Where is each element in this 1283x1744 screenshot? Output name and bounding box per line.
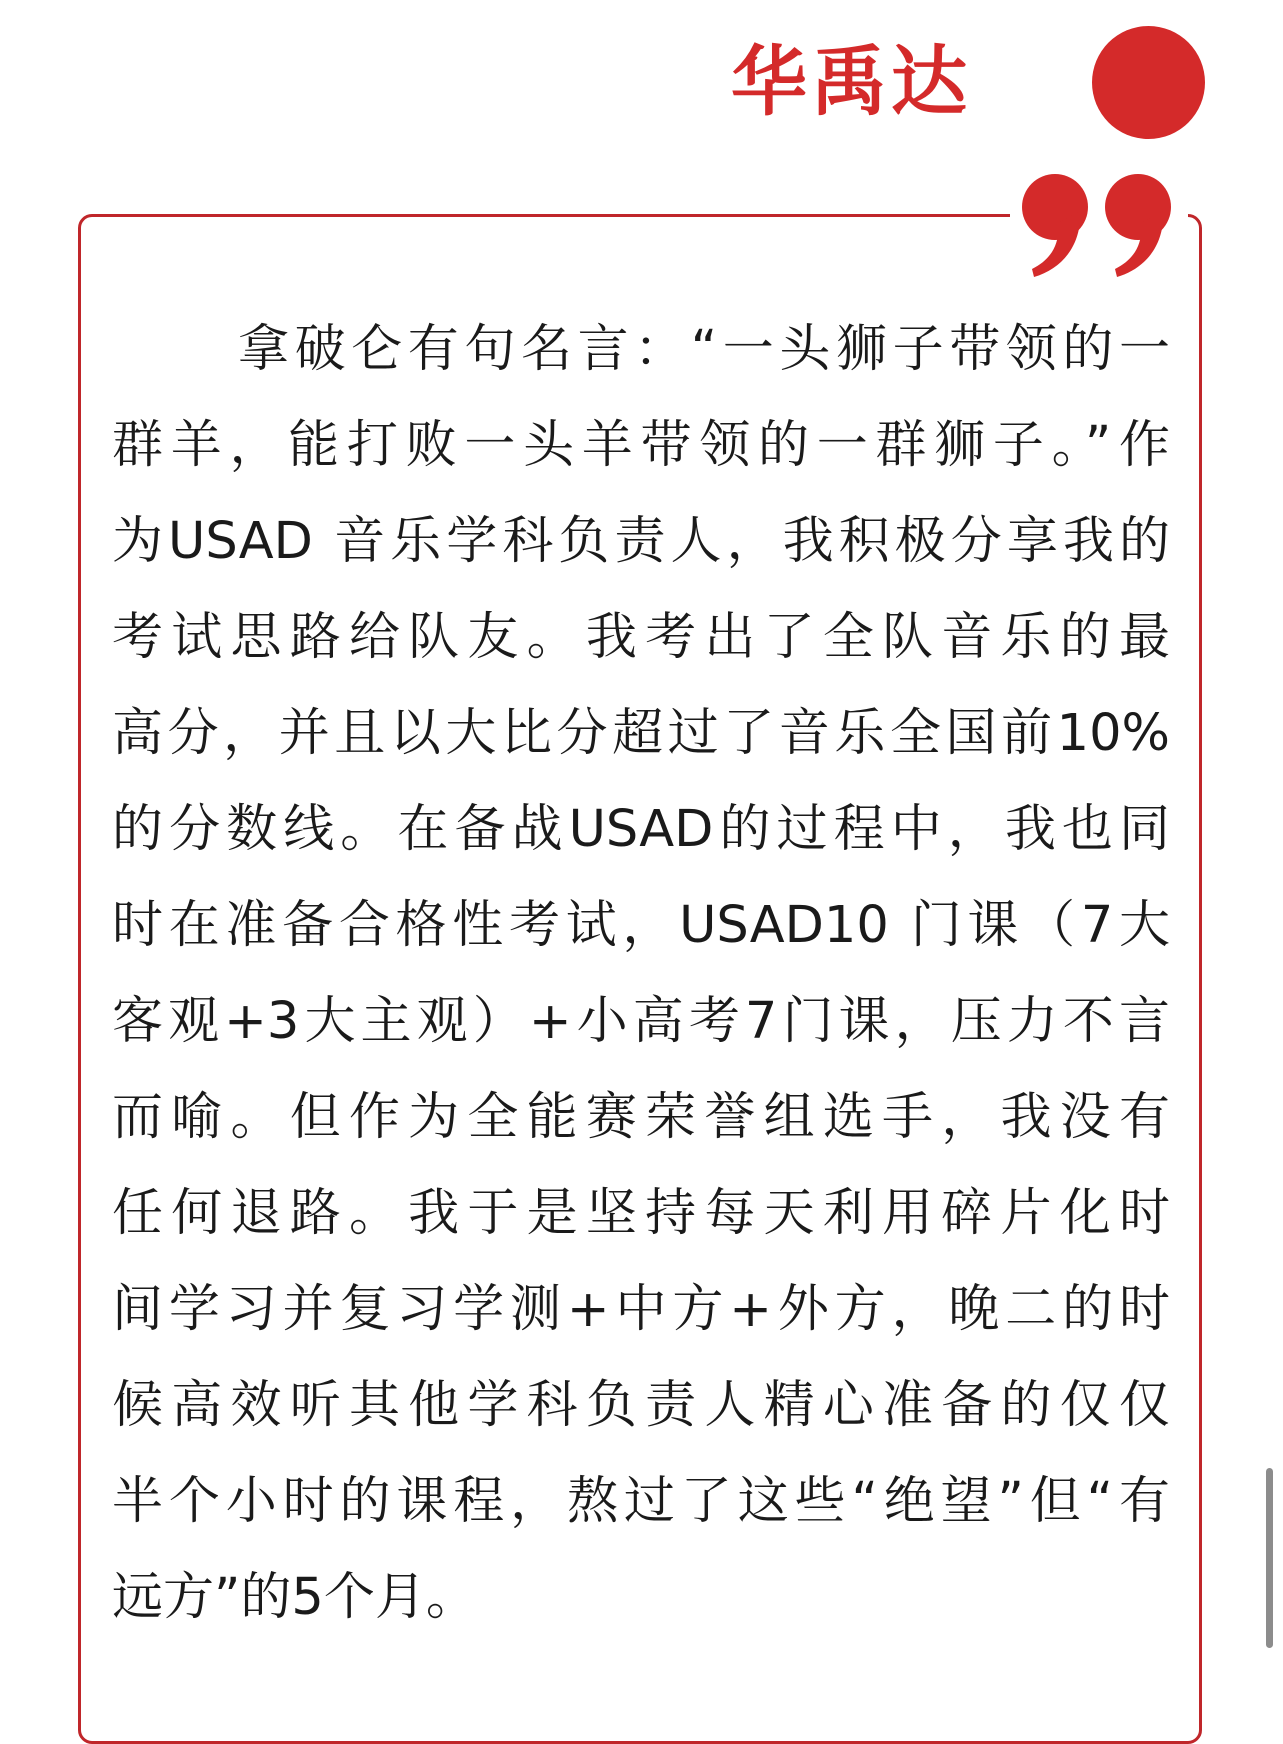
body-line: 高分，并且以大比分超过了音乐全国前10%	[112, 704, 1170, 763]
body-line: 远方”的5个月。	[112, 1568, 477, 1627]
body-line: 群羊，能打败一头羊带领的一群狮子。”作	[112, 416, 1170, 475]
body-line: 间学习并复习学测+中方+外方，晚二的时	[112, 1280, 1170, 1339]
body-line: 拿破仑有句名言：“一头狮子带领的一	[238, 320, 1170, 379]
body-paragraph	[112, 302, 1170, 1646]
body-line: 的分数线。在备战USAD的过程中，我也同	[112, 800, 1170, 859]
vertical-scrollbar[interactable]	[1266, 1468, 1273, 1648]
body-line: 候高效听其他学科负责人精心准备的仅仅	[112, 1376, 1170, 1435]
author-name: 华禹达	[731, 37, 971, 126]
red-dot-icon	[1092, 26, 1205, 139]
quote-glyph-left	[1022, 174, 1088, 277]
closing-quote-icon	[1010, 165, 1188, 285]
body-line: 考试思路给队友。我考出了全队音乐的最	[112, 608, 1170, 667]
body-line: 时在准备合格性考试，USAD10 门课（7大	[112, 896, 1170, 955]
body-line: 为USAD 音乐学科负责人，我积极分享我的	[112, 512, 1170, 571]
body-line: 任何退路。我于是坚持每天利用碎片化时	[112, 1184, 1170, 1243]
body-line: 半个小时的课程，熬过了这些“绝望”但“有	[112, 1472, 1170, 1531]
quote-glyph-right	[1105, 174, 1171, 277]
body-line: 而喻。但作为全能赛荣誉组选手，我没有	[112, 1088, 1170, 1147]
body-line: 客观+3大主观）+小高考7门课，压力不言	[112, 992, 1170, 1051]
